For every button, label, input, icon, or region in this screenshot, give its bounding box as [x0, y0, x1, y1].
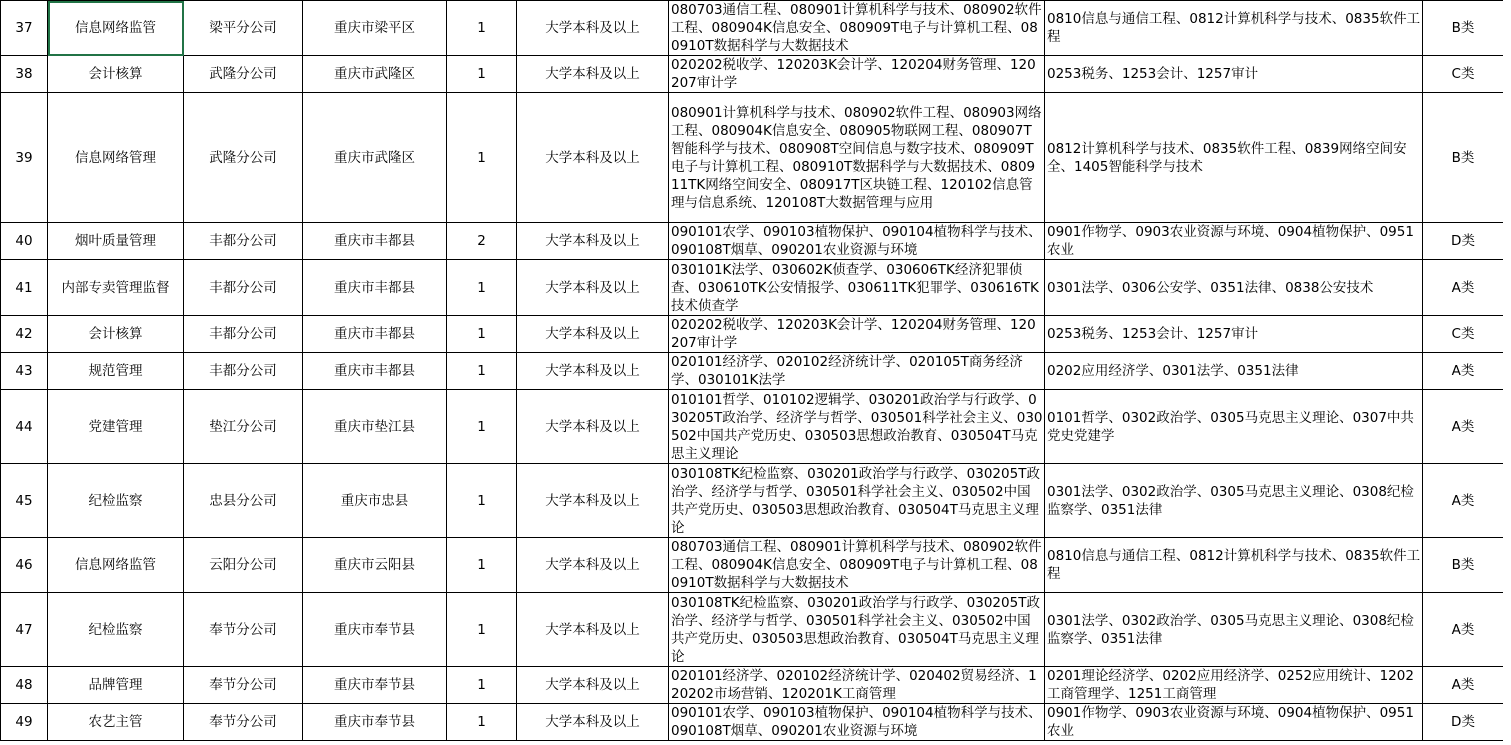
graduate-majors-cell[interactable]: 0253税务、1253会计、1257审计	[1045, 56, 1423, 93]
work-location-cell[interactable]: 重庆市丰都县	[303, 260, 447, 316]
position-name-cell[interactable]: 信息网络管理	[48, 93, 184, 223]
branch-name-cell[interactable]: 奉节分公司	[184, 704, 303, 741]
exam-category-cell[interactable]: A类	[1423, 353, 1504, 390]
branch-name-cell[interactable]: 丰都分公司	[184, 223, 303, 260]
exam-category-cell[interactable]: A类	[1423, 593, 1504, 667]
headcount-cell[interactable]: 1	[447, 1, 517, 56]
work-location-cell[interactable]: 重庆市奉节县	[303, 667, 447, 704]
table-row	[1, 704, 1504, 741]
row-number-cell[interactable]: 45	[1, 464, 48, 538]
work-location-cell[interactable]: 重庆市丰都县	[303, 223, 447, 260]
row-number-cell[interactable]: 39	[1, 93, 48, 223]
work-location-cell[interactable]: 重庆市奉节县	[303, 593, 447, 667]
exam-category-cell[interactable]: A类	[1423, 260, 1504, 316]
row-number-cell[interactable]: 41	[1, 260, 48, 316]
undergrad-majors-cell[interactable]: 080703通信工程、080901计算机科学与技术、080902软件工程、080904K信息安全、080909T电子与计算机工程、080910T数据科学与大数据技术	[669, 538, 1045, 593]
row-number-cell[interactable]: 49	[1, 704, 48, 741]
graduate-majors-cell[interactable]: 0810信息与通信工程、0812计算机科学与技术、0835软件工程	[1045, 1, 1423, 56]
headcount-cell[interactable]: 1	[447, 538, 517, 593]
table-row	[1, 93, 1504, 223]
education-requirement-cell[interactable]: 大学本科及以上	[517, 316, 669, 353]
branch-name-cell[interactable]: 武隆分公司	[184, 56, 303, 93]
position-name-cell[interactable]: 纪检监察	[48, 464, 184, 538]
headcount-cell[interactable]: 1	[447, 353, 517, 390]
graduate-majors-cell[interactable]: 0301法学、0302政治学、0305马克思主义理论、0308纪检监察学、0351法律	[1045, 593, 1423, 667]
exam-category-cell[interactable]: D类	[1423, 704, 1504, 741]
branch-name-cell[interactable]: 云阳分公司	[184, 538, 303, 593]
row-number-cell[interactable]: 40	[1, 223, 48, 260]
branch-name-cell[interactable]: 丰都分公司	[184, 316, 303, 353]
row-number-cell[interactable]: 48	[1, 667, 48, 704]
undergrad-majors-cell[interactable]: 020202税收学、120203K会计学、120204财务管理、120207审计学	[669, 56, 1045, 93]
table-row	[1, 56, 1504, 93]
row-number-cell[interactable]: 44	[1, 390, 48, 464]
exam-category-cell[interactable]: A类	[1423, 464, 1504, 538]
undergrad-majors-cell[interactable]: 090101农学、090103植物保护、090104植物科学与技术、090108T烟草、090201农业资源与环境	[669, 704, 1045, 741]
undergrad-majors-cell[interactable]: 080901计算机科学与技术、080902软件工程、080903网络工程、080904K信息安全、080905物联网工程、080907T智能科学与技术、080908T空间信息与数字技术、080909T电子与计算机工程、080910T数据科学与大数据技术、080911TK网络空间安全、080917T区块链工程、120102信息管理与信息系统、120108T大数据管理与应用	[669, 93, 1045, 223]
row-number-cell[interactable]: 42	[1, 316, 48, 353]
headcount-cell[interactable]: 1	[447, 316, 517, 353]
graduate-majors-cell[interactable]: 0901作物学、0903农业资源与环境、0904植物保护、0951农业	[1045, 223, 1423, 260]
graduate-majors-cell[interactable]: 0201理论经济学、0202应用经济学、0252应用统计、1202工商管理学、1251工商管理	[1045, 667, 1423, 704]
graduate-majors-cell[interactable]: 0301法学、0306公安学、0351法律、0838公安技术	[1045, 260, 1423, 316]
headcount-cell[interactable]: 1	[447, 667, 517, 704]
row-number-cell[interactable]: 46	[1, 538, 48, 593]
exam-category-cell[interactable]: C类	[1423, 316, 1504, 353]
headcount-cell[interactable]: 1	[447, 93, 517, 223]
education-requirement-cell[interactable]: 大学本科及以上	[517, 593, 669, 667]
table-row	[1, 464, 1504, 538]
work-location-cell[interactable]: 重庆市忠县	[303, 464, 447, 538]
work-location-cell[interactable]: 重庆市云阳县	[303, 538, 447, 593]
table-row	[1, 538, 1504, 593]
branch-name-cell[interactable]: 奉节分公司	[184, 593, 303, 667]
row-number-cell[interactable]: 38	[1, 56, 48, 93]
table-row	[1, 260, 1504, 316]
position-name-cell[interactable]: 会计核算	[48, 316, 184, 353]
graduate-majors-cell[interactable]: 0810信息与通信工程、0812计算机科学与技术、0835软件工程	[1045, 538, 1423, 593]
position-name-cell[interactable]: 规范管理	[48, 353, 184, 390]
branch-name-cell[interactable]: 武隆分公司	[184, 93, 303, 223]
exam-category-cell[interactable]: B类	[1423, 1, 1504, 56]
table-row	[1, 390, 1504, 464]
table-row	[1, 223, 1504, 260]
branch-name-cell[interactable]: 忠县分公司	[184, 464, 303, 538]
education-requirement-cell[interactable]: 大学本科及以上	[517, 223, 669, 260]
sheet-margin	[1503, 0, 1511, 745]
table-row	[1, 316, 1504, 353]
position-name-cell[interactable]: 会计核算	[48, 56, 184, 93]
education-requirement-cell[interactable]: 大学本科及以上	[517, 538, 669, 593]
row-number-cell[interactable]: 37	[1, 1, 48, 56]
position-name-cell[interactable]: 纪检监察	[48, 593, 184, 667]
education-requirement-cell[interactable]: 大学本科及以上	[517, 390, 669, 464]
education-requirement-cell[interactable]: 大学本科及以上	[517, 667, 669, 704]
table-row	[1, 1, 1504, 56]
undergrad-majors-cell[interactable]: 030108TK纪检监察、030201政治学与行政学、030205T政治学、经济学与哲学、030501科学社会主义、030502中国共产党历史、030503思想政治教育、030504T马克思主义理论	[669, 464, 1045, 538]
undergrad-majors-cell[interactable]: 080703通信工程、080901计算机科学与技术、080902软件工程、080904K信息安全、080909T电子与计算机工程、080910T数据科学与大数据技术	[669, 1, 1045, 56]
table-body	[1, 1, 1504, 741]
headcount-cell[interactable]: 1	[447, 56, 517, 93]
branch-name-cell[interactable]: 丰都分公司	[184, 353, 303, 390]
education-requirement-cell[interactable]: 大学本科及以上	[517, 56, 669, 93]
education-requirement-cell[interactable]: 大学本科及以上	[517, 353, 669, 390]
branch-name-cell[interactable]: 垫江分公司	[184, 390, 303, 464]
education-requirement-cell[interactable]: 大学本科及以上	[517, 93, 669, 223]
exam-category-cell[interactable]: D类	[1423, 223, 1504, 260]
work-location-cell[interactable]: 重庆市武隆区	[303, 56, 447, 93]
undergrad-majors-cell[interactable]: 020101经济学、020102经济统计学、020105T商务经济学、030101K法学	[669, 353, 1045, 390]
undergrad-majors-cell[interactable]: 090101农学、090103植物保护、090104植物科学与技术、090108T烟草、090201农业资源与环境	[669, 223, 1045, 260]
position-name-cell[interactable]: 内部专卖管理监督	[48, 260, 184, 316]
undergrad-majors-cell[interactable]: 010101哲学、010102逻辑学、030201政治学与行政学、030205T政治学、经济学与哲学、030501科学社会主义、030502中国共产党历史、030503思想政治教育、030504T马克思主义理论	[669, 390, 1045, 464]
work-location-cell[interactable]: 重庆市丰都县	[303, 316, 447, 353]
undergrad-majors-cell[interactable]: 020202税收学、120203K会计学、120204财务管理、120207审计学	[669, 316, 1045, 353]
position-name-cell[interactable]: 信息网络监管	[48, 538, 184, 593]
headcount-cell[interactable]: 1	[447, 704, 517, 741]
undergrad-majors-cell[interactable]: 030101K法学、030602K侦查学、030606TK经济犯罪侦查、030610TK公安情报学、030611TK犯罪学、030616TK技术侦查学	[669, 260, 1045, 316]
education-requirement-cell[interactable]: 大学本科及以上	[517, 704, 669, 741]
graduate-majors-cell[interactable]: 0253税务、1253会计、1257审计	[1045, 316, 1423, 353]
graduate-majors-cell[interactable]: 0202应用经济学、0301法学、0351法律	[1045, 353, 1423, 390]
graduate-majors-cell[interactable]: 0101哲学、0302政治学、0305马克思主义理论、0307中共党史党建学	[1045, 390, 1423, 464]
position-name-cell[interactable]: 信息网络监管	[48, 1, 184, 56]
headcount-cell[interactable]: 1	[447, 593, 517, 667]
education-requirement-cell[interactable]: 大学本科及以上	[517, 464, 669, 538]
exam-category-cell[interactable]: A类	[1423, 667, 1504, 704]
headcount-cell[interactable]: 1	[447, 390, 517, 464]
row-number-cell[interactable]: 47	[1, 593, 48, 667]
graduate-majors-cell[interactable]: 0901作物学、0903农业资源与环境、0904植物保护、0951农业	[1045, 704, 1423, 741]
exam-category-cell[interactable]: C类	[1423, 56, 1504, 93]
education-requirement-cell[interactable]: 大学本科及以上	[517, 1, 669, 56]
headcount-cell[interactable]: 1	[447, 464, 517, 538]
position-name-cell[interactable]: 品牌管理	[48, 667, 184, 704]
branch-name-cell[interactable]: 梁平分公司	[184, 1, 303, 56]
exam-category-cell[interactable]: B类	[1423, 93, 1504, 223]
headcount-cell[interactable]: 1	[447, 260, 517, 316]
work-location-cell[interactable]: 重庆市奉节县	[303, 704, 447, 741]
education-requirement-cell[interactable]: 大学本科及以上	[517, 260, 669, 316]
table-row	[1, 353, 1504, 390]
work-location-cell[interactable]: 重庆市武隆区	[303, 93, 447, 223]
work-location-cell[interactable]: 重庆市梁平区	[303, 1, 447, 56]
undergrad-majors-cell[interactable]: 020101经济学、020102经济统计学、020402贸易经济、120202市场营销、120201K工商管理	[669, 667, 1045, 704]
position-name-cell[interactable]: 农艺主管	[48, 704, 184, 741]
undergrad-majors-cell[interactable]: 030108TK纪检监察、030201政治学与行政学、030205T政治学、经济学与哲学、030501科学社会主义、030502中国共产党历史、030503思想政治教育、030504T马克思主义理论	[669, 593, 1045, 667]
exam-category-cell[interactable]: A类	[1423, 390, 1504, 464]
work-location-cell[interactable]: 重庆市垫江县	[303, 390, 447, 464]
headcount-cell[interactable]: 2	[447, 223, 517, 260]
table-row	[1, 667, 1504, 704]
position-name-cell[interactable]: 烟叶质量管理	[48, 223, 184, 260]
table-row	[1, 593, 1504, 667]
position-name-cell[interactable]: 党建管理	[48, 390, 184, 464]
branch-name-cell[interactable]: 丰都分公司	[184, 260, 303, 316]
work-location-cell[interactable]: 重庆市丰都县	[303, 353, 447, 390]
row-number-cell[interactable]: 43	[1, 353, 48, 390]
graduate-majors-cell[interactable]: 0812计算机科学与技术、0835软件工程、0839网络空间安全、1405智能科学与技术	[1045, 93, 1423, 223]
graduate-majors-cell[interactable]: 0301法学、0302政治学、0305马克思主义理论、0308纪检监察学、0351法律	[1045, 464, 1423, 538]
exam-category-cell[interactable]: B类	[1423, 538, 1504, 593]
branch-name-cell[interactable]: 奉节分公司	[184, 667, 303, 704]
